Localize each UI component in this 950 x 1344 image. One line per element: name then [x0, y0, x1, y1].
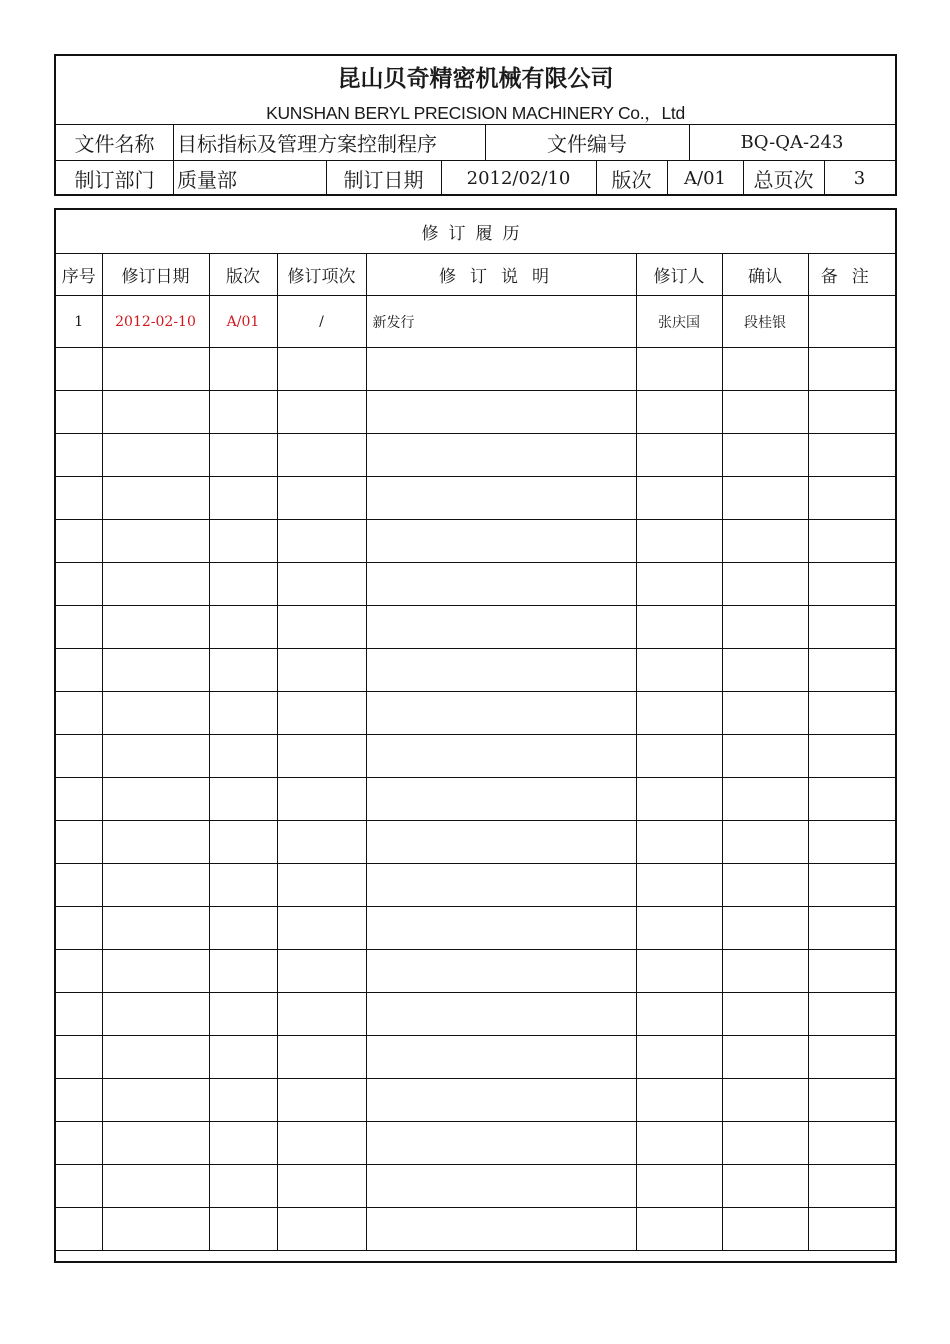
- empty-cell: [722, 348, 808, 391]
- empty-cell: [636, 1122, 722, 1165]
- column-header-row: [56, 253, 895, 296]
- empty-table-row: [56, 649, 895, 692]
- empty-cell: [102, 1208, 209, 1251]
- empty-cell: [366, 692, 636, 735]
- empty-cell: [277, 477, 366, 520]
- empty-cell: [209, 563, 277, 606]
- col-header-desc: 修订说明: [366, 253, 636, 296]
- empty-cell: [277, 434, 366, 477]
- empty-cell: [636, 606, 722, 649]
- empty-cell: [722, 563, 808, 606]
- empty-cell: [102, 391, 209, 434]
- empty-cell: [277, 1122, 366, 1165]
- empty-table-row: [56, 606, 895, 649]
- revision-table: [56, 253, 895, 1251]
- empty-cell: [56, 1208, 102, 1251]
- empty-cell: [636, 1079, 722, 1122]
- empty-cell: [366, 649, 636, 692]
- version-label: 版次: [611, 168, 652, 192]
- empty-cell: [209, 1122, 277, 1165]
- empty-cell: [722, 907, 808, 950]
- empty-cell: [366, 348, 636, 391]
- empty-cell: [366, 391, 636, 434]
- empty-cell: [722, 477, 808, 520]
- empty-cell: [808, 907, 895, 950]
- empty-table-row: [56, 864, 895, 907]
- empty-cell: [808, 821, 895, 864]
- empty-cell: [277, 950, 366, 993]
- doc-name-value: 目标指标及管理方案控制程序: [177, 132, 437, 156]
- empty-table-row: [56, 520, 895, 563]
- empty-cell: [102, 692, 209, 735]
- doc-no-value: BQ-QA-243: [740, 132, 844, 153]
- empty-cell: [808, 1165, 895, 1208]
- row-version: A/01: [209, 296, 277, 348]
- empty-cell: [808, 778, 895, 821]
- empty-cell: [808, 563, 895, 606]
- col-header-reviser: 修订人: [636, 253, 722, 296]
- empty-cell: [722, 993, 808, 1036]
- empty-cell: [808, 391, 895, 434]
- empty-cell: [366, 563, 636, 606]
- empty-cell: [209, 348, 277, 391]
- empty-cell: [722, 1208, 808, 1251]
- empty-cell: [277, 391, 366, 434]
- empty-cell: [636, 950, 722, 993]
- empty-cell: [277, 563, 366, 606]
- empty-table-row: [56, 821, 895, 864]
- empty-cell: [277, 1079, 366, 1122]
- empty-table-row: [56, 1165, 895, 1208]
- empty-cell: [722, 1122, 808, 1165]
- empty-table-row: [56, 477, 895, 520]
- empty-cell: [366, 821, 636, 864]
- empty-cell: [209, 391, 277, 434]
- col-header-confirm: 确认: [722, 253, 808, 296]
- empty-cell: [636, 477, 722, 520]
- empty-cell: [277, 692, 366, 735]
- empty-cell: [366, 864, 636, 907]
- revision-title: 修订履历: [56, 210, 895, 254]
- empty-cell: [636, 434, 722, 477]
- empty-table-row: [56, 1208, 895, 1251]
- empty-cell: [366, 778, 636, 821]
- empty-cell: [56, 821, 102, 864]
- empty-cell: [56, 1122, 102, 1165]
- empty-cell: [636, 1165, 722, 1208]
- empty-cell: [277, 348, 366, 391]
- empty-cell: [808, 735, 895, 778]
- version-value: A/01: [684, 168, 726, 189]
- empty-cell: [277, 1036, 366, 1079]
- empty-cell: [102, 434, 209, 477]
- col-header-version: 版次: [209, 253, 277, 296]
- empty-cell: [722, 434, 808, 477]
- empty-cell: [102, 864, 209, 907]
- empty-cell: [102, 1165, 209, 1208]
- row-no: 1: [56, 296, 102, 348]
- empty-cell: [808, 434, 895, 477]
- empty-cell: [366, 1122, 636, 1165]
- empty-cell: [209, 1208, 277, 1251]
- col-header-no: 序号: [56, 253, 102, 296]
- empty-cell: [636, 1036, 722, 1079]
- empty-cell: [366, 993, 636, 1036]
- empty-cell: [209, 864, 277, 907]
- empty-table-row: [56, 907, 895, 950]
- empty-cell: [277, 649, 366, 692]
- empty-cell: [209, 1165, 277, 1208]
- company-name-cn: 昆山贝奇精密机械有限公司: [337, 66, 614, 92]
- row-desc: 新发行: [366, 296, 636, 348]
- empty-cell: [366, 1208, 636, 1251]
- empty-cell: [722, 1079, 808, 1122]
- empty-cell: [56, 1036, 102, 1079]
- empty-cell: [277, 606, 366, 649]
- empty-cell: [209, 1079, 277, 1122]
- empty-cell: [808, 348, 895, 391]
- empty-cell: [209, 692, 277, 735]
- empty-cell: [636, 520, 722, 563]
- table-row: [56, 296, 895, 348]
- empty-cell: [366, 735, 636, 778]
- empty-cell: [808, 950, 895, 993]
- row-note: [808, 296, 895, 348]
- empty-cell: [366, 950, 636, 993]
- empty-cell: [366, 606, 636, 649]
- empty-table-row: [56, 391, 895, 434]
- empty-cell: [366, 477, 636, 520]
- empty-cell: [636, 391, 722, 434]
- empty-cell: [808, 1122, 895, 1165]
- empty-cell: [209, 950, 277, 993]
- empty-cell: [102, 1036, 209, 1079]
- empty-cell: [636, 692, 722, 735]
- empty-cell: [56, 692, 102, 735]
- empty-cell: [277, 907, 366, 950]
- empty-cell: [808, 606, 895, 649]
- empty-cell: [56, 477, 102, 520]
- empty-cell: [722, 606, 808, 649]
- empty-table-row: [56, 1036, 895, 1079]
- col-header-item: 修订项次: [277, 253, 366, 296]
- empty-cell: [277, 778, 366, 821]
- empty-cell: [56, 520, 102, 563]
- empty-cell: [808, 520, 895, 563]
- empty-cell: [277, 864, 366, 907]
- empty-cell: [636, 735, 722, 778]
- empty-cell: [209, 735, 277, 778]
- document-header: [54, 54, 897, 196]
- empty-cell: [722, 692, 808, 735]
- pages-label: 总页次: [753, 168, 814, 192]
- date-label: 制订日期: [343, 168, 424, 192]
- empty-table-row: [56, 778, 895, 821]
- empty-cell: [808, 1079, 895, 1122]
- empty-cell: [636, 778, 722, 821]
- empty-cell: [56, 993, 102, 1036]
- row-confirm: 段桂银: [722, 296, 808, 348]
- row-item: /: [277, 296, 366, 348]
- row-reviser: 张庆国: [636, 296, 722, 348]
- empty-cell: [102, 606, 209, 649]
- dept-label: 制订部门: [74, 168, 155, 192]
- empty-cell: [209, 434, 277, 477]
- empty-cell: [209, 1036, 277, 1079]
- empty-cell: [209, 477, 277, 520]
- empty-cell: [102, 778, 209, 821]
- empty-cell: [56, 434, 102, 477]
- empty-cell: [56, 1165, 102, 1208]
- empty-cell: [56, 907, 102, 950]
- empty-cell: [209, 606, 277, 649]
- empty-cell: [366, 1036, 636, 1079]
- empty-table-row: [56, 692, 895, 735]
- empty-cell: [366, 434, 636, 477]
- empty-cell: [808, 993, 895, 1036]
- empty-cell: [209, 649, 277, 692]
- empty-cell: [277, 735, 366, 778]
- empty-table-row: [56, 434, 895, 477]
- empty-cell: [636, 993, 722, 1036]
- empty-cell: [102, 950, 209, 993]
- revision-history: [54, 208, 897, 1263]
- empty-cell: [56, 563, 102, 606]
- empty-cell: [277, 1208, 366, 1251]
- col-header-date: 修订日期: [102, 253, 209, 296]
- empty-cell: [56, 778, 102, 821]
- empty-cell: [277, 993, 366, 1036]
- empty-table-row: [56, 950, 895, 993]
- empty-cell: [808, 864, 895, 907]
- empty-cell: [102, 649, 209, 692]
- empty-cell: [636, 563, 722, 606]
- empty-cell: [102, 1122, 209, 1165]
- empty-cell: [722, 864, 808, 907]
- empty-cell: [209, 993, 277, 1036]
- empty-cell: [209, 821, 277, 864]
- empty-cell: [636, 907, 722, 950]
- empty-cell: [102, 348, 209, 391]
- empty-cell: [209, 520, 277, 563]
- empty-table-row: [56, 1079, 895, 1122]
- empty-cell: [102, 477, 209, 520]
- empty-cell: [56, 649, 102, 692]
- empty-cell: [277, 520, 366, 563]
- empty-cell: [722, 821, 808, 864]
- date-value: 2012/02/10: [466, 168, 571, 189]
- empty-cell: [366, 1165, 636, 1208]
- pages-value: 3: [853, 168, 866, 189]
- empty-cell: [636, 348, 722, 391]
- doc-name-label: 文件名称: [74, 132, 155, 156]
- empty-cell: [722, 649, 808, 692]
- empty-cell: [808, 649, 895, 692]
- empty-cell: [56, 1079, 102, 1122]
- empty-cell: [722, 778, 808, 821]
- empty-cell: [722, 1036, 808, 1079]
- empty-cell: [636, 649, 722, 692]
- empty-cell: [56, 950, 102, 993]
- empty-cell: [102, 821, 209, 864]
- empty-cell: [722, 391, 808, 434]
- row-date: 2012-02-10: [102, 296, 209, 348]
- empty-table-row: [56, 1122, 895, 1165]
- empty-cell: [102, 1079, 209, 1122]
- empty-cell: [277, 821, 366, 864]
- empty-cell: [102, 907, 209, 950]
- empty-table-row: [56, 348, 895, 391]
- empty-table-row: [56, 563, 895, 606]
- empty-cell: [277, 1165, 366, 1208]
- empty-cell: [102, 993, 209, 1036]
- empty-cell: [808, 1036, 895, 1079]
- company-name-en: KUNSHAN BERYL PRECISION MACHINERY Co.，Ltd: [266, 103, 685, 123]
- empty-cell: [808, 692, 895, 735]
- empty-cell: [808, 477, 895, 520]
- empty-cell: [56, 864, 102, 907]
- empty-cell: [722, 520, 808, 563]
- empty-cell: [56, 606, 102, 649]
- col-header-note: 备注: [808, 253, 895, 296]
- empty-cell: [209, 907, 277, 950]
- empty-cell: [209, 778, 277, 821]
- empty-table-row: [56, 993, 895, 1036]
- empty-cell: [56, 348, 102, 391]
- empty-cell: [366, 907, 636, 950]
- empty-cell: [636, 1208, 722, 1251]
- doc-no-label: 文件编号: [547, 132, 627, 156]
- empty-cell: [722, 1165, 808, 1208]
- empty-cell: [56, 735, 102, 778]
- empty-cell: [366, 1079, 636, 1122]
- empty-cell: [636, 821, 722, 864]
- empty-cell: [722, 950, 808, 993]
- empty-cell: [102, 735, 209, 778]
- dept-value: 质量部: [177, 168, 237, 192]
- empty-cell: [722, 735, 808, 778]
- empty-cell: [102, 520, 209, 563]
- empty-cell: [366, 520, 636, 563]
- empty-cell: [636, 864, 722, 907]
- empty-table-row: [56, 735, 895, 778]
- empty-cell: [102, 563, 209, 606]
- empty-cell: [56, 391, 102, 434]
- empty-cell: [808, 1208, 895, 1251]
